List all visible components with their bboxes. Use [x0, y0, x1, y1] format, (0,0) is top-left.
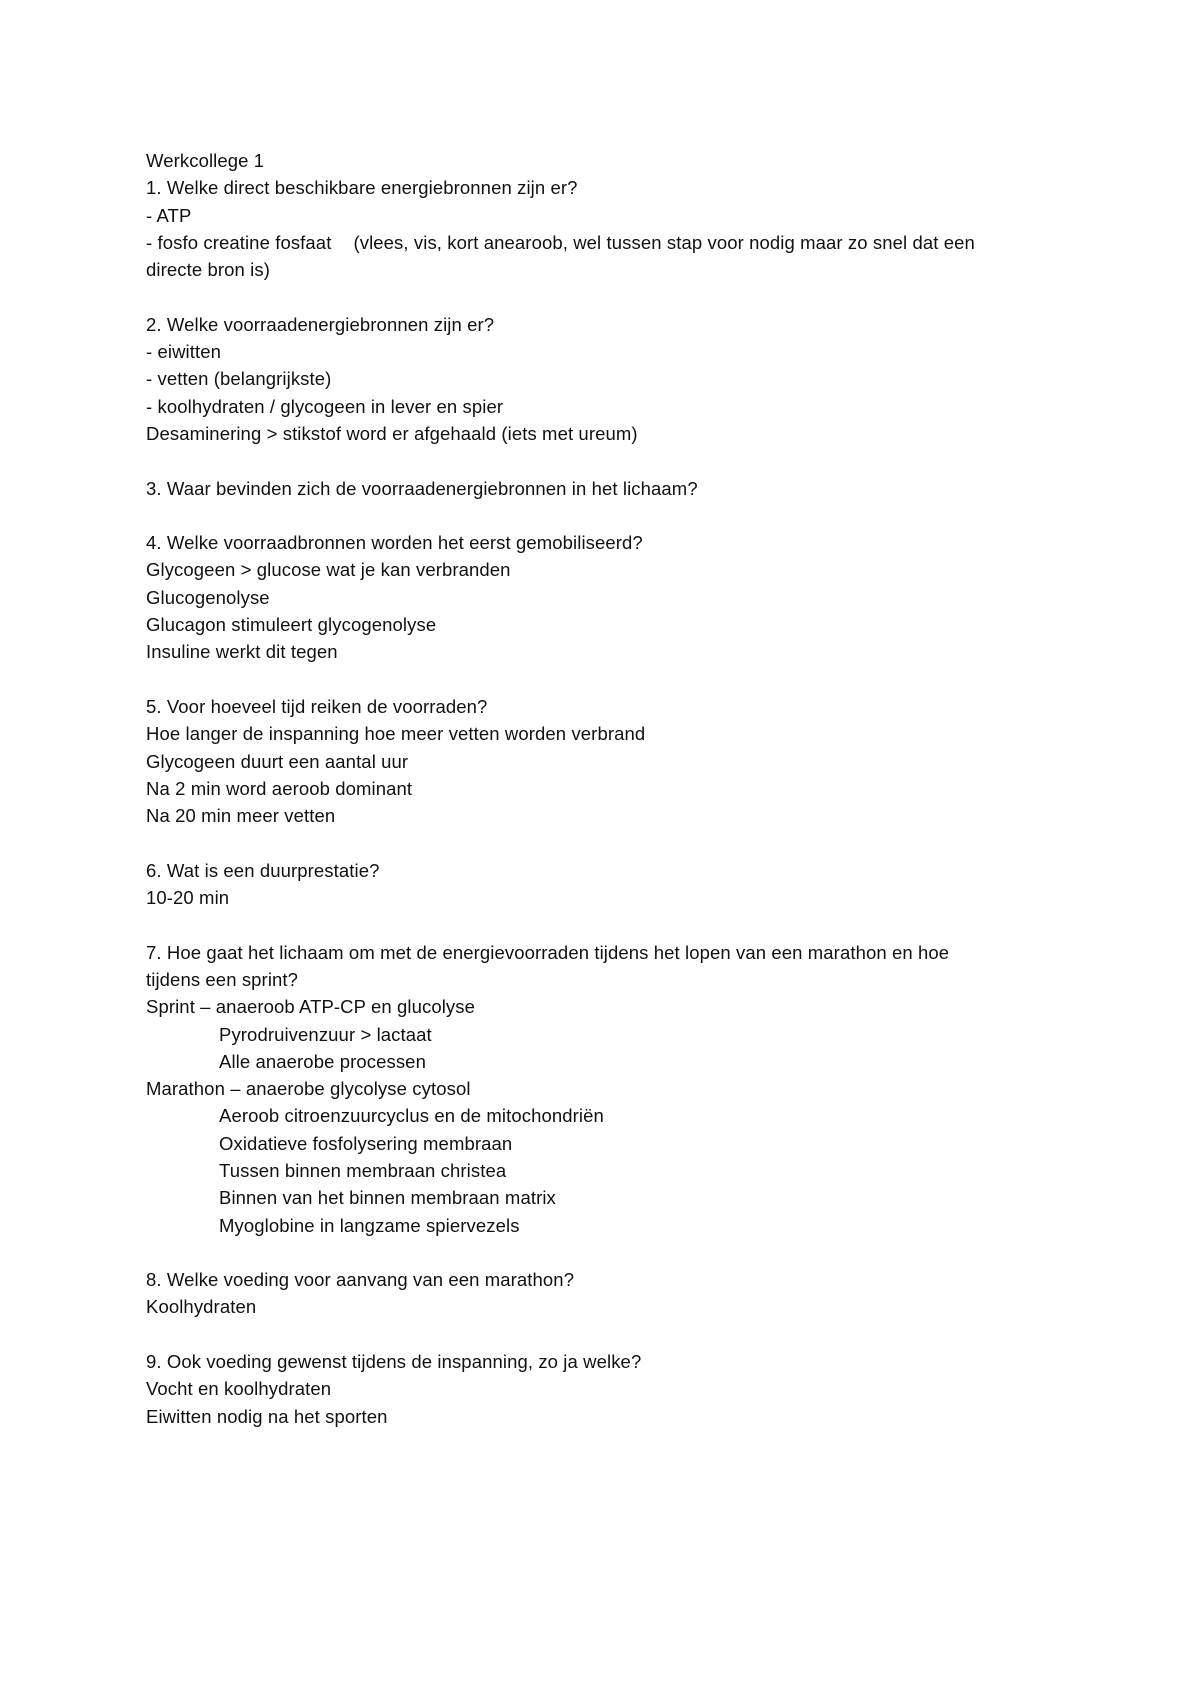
- q7-marathon-item: Binnen van het binnen membraan matrix: [219, 1187, 556, 1209]
- q4-item: Glycogeen > glucose wat je kan verbranden: [146, 559, 511, 581]
- q1-item-atp: - ATP: [146, 204, 192, 226]
- q7-sprint-item: Alle anaerobe processen: [219, 1050, 426, 1072]
- question-7-line2: tijdens een sprint?: [146, 968, 299, 990]
- q4-item: Glucogenolyse: [146, 586, 270, 608]
- q2-item: - vetten (belangrijkste): [146, 368, 332, 390]
- q4-item: Glucagon stimuleert glycogenolyse: [146, 614, 437, 636]
- q7-sprint-item: Pyrodruivenzuur > lactaat: [219, 1023, 432, 1045]
- question-2: 2. Welke voorraadenergiebronnen zijn er?: [146, 313, 495, 335]
- q5-item: Glycogeen duurt een aantal uur: [146, 750, 409, 772]
- q7-sprint: Sprint – anaeroob ATP-CP en glucolyse: [146, 996, 476, 1018]
- document-body: [146, 147, 1046, 1430]
- q7-marathon: Marathon – anaerobe glycolyse cytosol: [146, 1078, 471, 1100]
- q1-note-line2: directe bron is): [146, 259, 270, 281]
- question-1: 1. Welke direct beschikbare energiebronnen zijn er?: [146, 177, 578, 199]
- q2-item: Desaminering > stikstof word er afgehaald (iets met ureum): [146, 422, 638, 444]
- q4-item: Insuline werkt dit tegen: [146, 641, 338, 663]
- question-8: 8. Welke voeding voor aanvang van een marathon?: [146, 1269, 575, 1291]
- question-3: 3. Waar bevinden zich de voorraadenergiebronnen in het lichaam?: [146, 477, 698, 499]
- q7-marathon-item: Myoglobine in langzame spiervezels: [219, 1214, 520, 1236]
- q9-item: Eiwitten nodig na het sporten: [146, 1405, 388, 1427]
- q8-item: Koolhydraten: [146, 1296, 257, 1318]
- q5-item: Na 20 min meer vetten: [146, 805, 336, 827]
- q1-item-creatine: [146, 229, 1046, 256]
- question-6: 6. Wat is een duurprestatie?: [146, 859, 380, 881]
- question-9: 9. Ook voeding gewenst tijdens de inspanning, zo ja welke?: [146, 1351, 642, 1373]
- q5-item: Hoe langer de inspanning hoe meer vetten worden verbrand: [146, 723, 646, 745]
- q7-marathon-item: Tussen binnen membraan christea: [219, 1159, 507, 1181]
- q7-marathon-item: Aeroob citroenzuurcyclus en de mitochondriën: [219, 1105, 604, 1127]
- question-4: 4. Welke voorraadbronnen worden het eerst gemobiliseerd?: [146, 532, 643, 554]
- question-7-line1: 7. Hoe gaat het lichaam om met de energievoorraden tijdens het lopen van een marathon en hoe: [146, 941, 950, 963]
- q7-marathon-item: Oxidatieve fosfolysering membraan: [219, 1132, 513, 1154]
- q5-item: Na 2 min word aeroob dominant: [146, 777, 413, 799]
- q2-item: - eiwitten: [146, 341, 222, 363]
- q1-note-line1: (vlees, vis, kort anearoob, wel tussen stap voor nodig maar zo snel dat een: [353, 231, 975, 253]
- q9-item: Vocht en koolhydraten: [146, 1378, 332, 1400]
- q2-item: - koolhydraten / glycogeen in lever en spier: [146, 395, 504, 417]
- question-5: 5. Voor hoeveel tijd reiken de voorraden?: [146, 695, 488, 717]
- q1-item-creatine-label: - fosfo creatine fosfaat: [146, 231, 332, 253]
- document-title: Werkcollege 1: [146, 150, 265, 171]
- q6-item: 10-20 min: [146, 887, 230, 909]
